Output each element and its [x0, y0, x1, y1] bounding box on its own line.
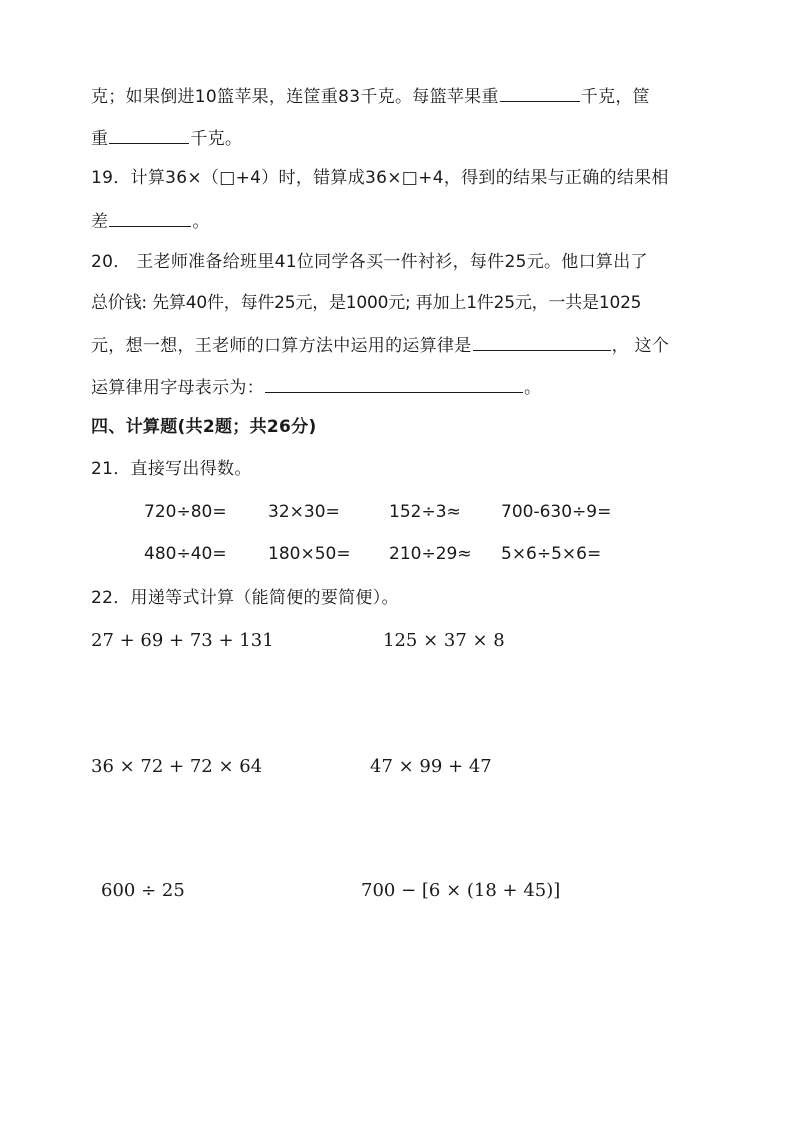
q19-line2 [91, 208, 210, 234]
calc-expression: 47 × 99 + 47 [370, 756, 492, 777]
q20-line2: 总价钱: 先算40件，每件25元，是1000元; 再加上1件25元，一共是1025 [91, 293, 642, 313]
calc-expression: 700 − [6 × (18 + 45)] [361, 880, 561, 901]
oral-item: 720÷80= [144, 502, 227, 522]
q18-line1 [91, 83, 650, 109]
q22-title: 22．用递等式计算（能简便的要简便）。 [91, 588, 399, 608]
oral-item: 180×50= [268, 544, 351, 564]
q18-suffix: 千克，筐 [580, 87, 650, 107]
q20-line4-prefix: 运算律用字母表示为： [91, 378, 264, 398]
q20-line1: 20． 王老师准备给班里41位同学各买一件衬衫，每件25元。他口算出了 [91, 252, 648, 272]
q20-line3-suffix: ， 这个 [611, 336, 670, 356]
q19-line1: 19．计算36×（□+4）时，错算成36×□+4，得到的结果与正确的结果相 [91, 168, 669, 188]
calc-expression: 125 × 37 × 8 [383, 630, 505, 651]
oral-item: 152÷3≈ [389, 502, 461, 522]
q19-answer-blank[interactable] [109, 208, 191, 227]
calc-expression: 27 + 69 + 73 + 131 [91, 630, 274, 651]
q20-answer-blank-2[interactable] [265, 374, 523, 393]
q19-line2-prefix: 差 [91, 212, 109, 232]
q18-line2 [91, 125, 242, 151]
q18-answer-blank-2[interactable] [109, 125, 189, 144]
q20-line4 [91, 374, 541, 400]
oral-item: 5×6÷5×6= [501, 544, 602, 564]
q20-line3 [91, 332, 669, 358]
q18-answer-blank-1[interactable] [500, 83, 580, 102]
q18-text: 克；如果倒进10篮苹果，连筐重83千克。每篮苹果重 [91, 87, 499, 107]
q21-title: 21．直接写出得数。 [91, 459, 252, 479]
oral-item: 480÷40= [144, 544, 227, 564]
q20-answer-blank-1[interactable] [473, 332, 611, 351]
calc-expression: 36 × 72 + 72 × 64 [91, 756, 263, 777]
calc-expression: 600 ÷ 25 [101, 880, 185, 901]
q18-line2-prefix: 重 [91, 129, 109, 149]
q18-line2-suffix: 千克。 [190, 129, 243, 149]
oral-item: 700-630÷9= [501, 502, 612, 522]
section-title: 四、计算题(共2题；共26分) [91, 417, 317, 437]
q20-line3-prefix: 元，想一想，王老师的口算方法中运用的运算律是 [91, 336, 472, 356]
oral-item: 32×30= [268, 502, 340, 522]
q20-line4-suffix: 。 [524, 378, 542, 398]
oral-item: 210÷29≈ [389, 544, 472, 564]
q19-line2-suffix: 。 [192, 212, 210, 232]
